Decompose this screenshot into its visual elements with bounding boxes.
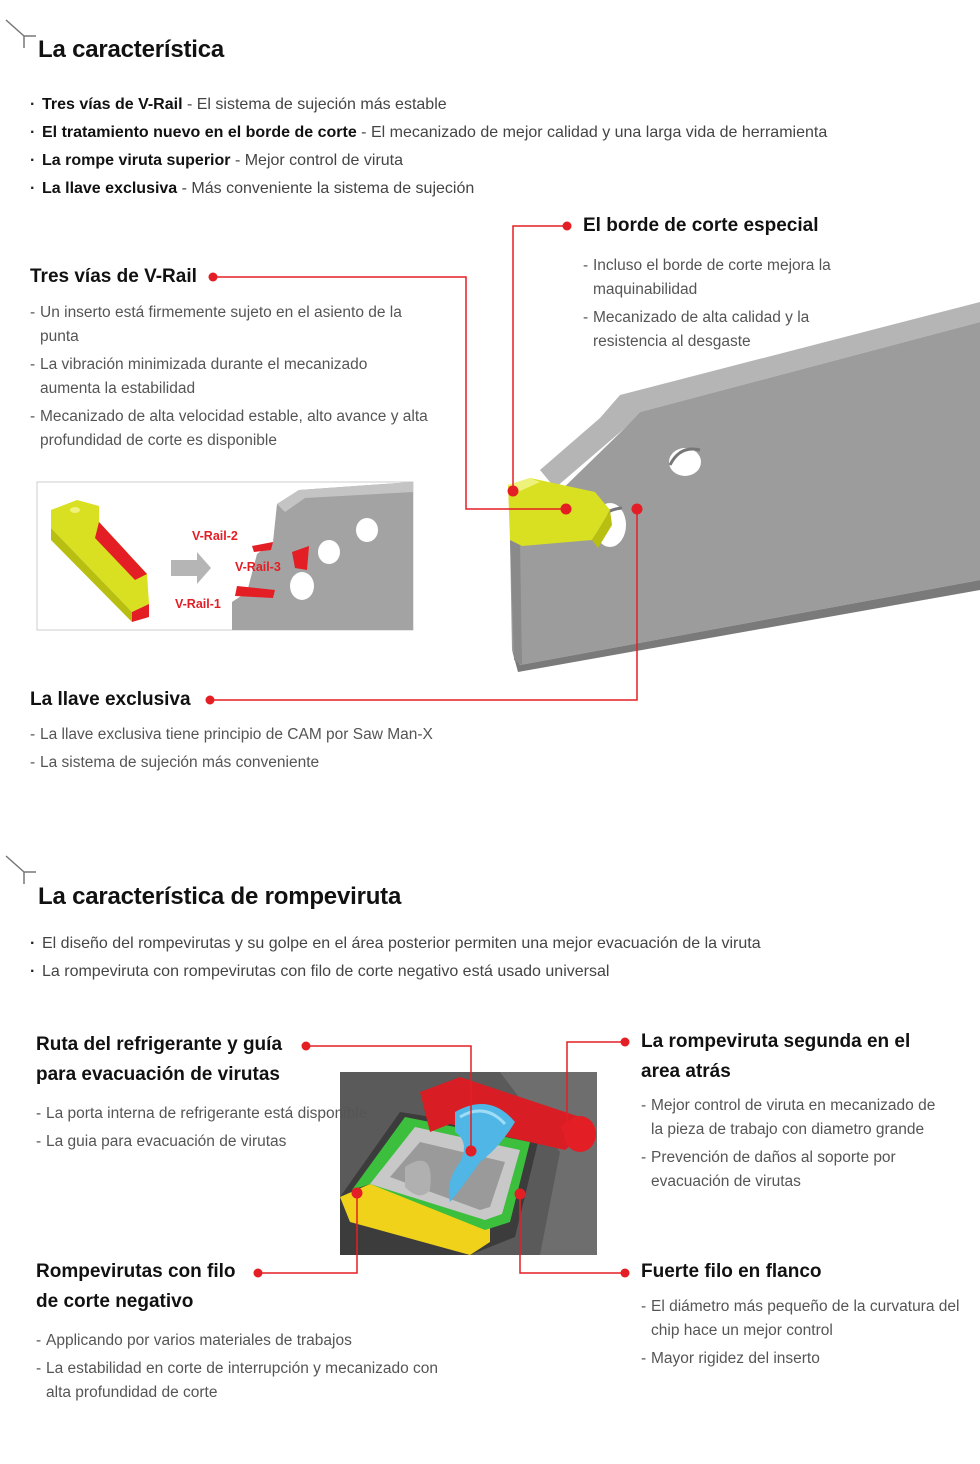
- list-item: · La rompeviruta con rompevirutas con filo de corte negativo está usado universal: [30, 958, 761, 986]
- list-item: - La porta interna de refrigerante está disponible: [36, 1102, 416, 1126]
- feature-title-vrail: Tres vías de V-Rail: [30, 266, 197, 287]
- list-item: · El diseño del rompevirutas y su golpe en el área posterior permiten una mejor evacuación de la viruta: [30, 930, 761, 958]
- v-rail-2-label: V-Rail-2: [192, 529, 238, 543]
- feature-list-flank: [641, 1295, 971, 1375]
- list-item: - La guia para evacuación de virutas: [36, 1130, 416, 1154]
- list-item: - Applicando por varios materiales de trabajos: [36, 1329, 456, 1353]
- feature-title-second: La rompeviruta segunda en el area atrás: [641, 1031, 911, 1082]
- list-item: - La llave exclusiva tiene principio de CAM por Saw Man-X: [30, 723, 530, 747]
- list-item: - Mayor rigidez del inserto: [641, 1347, 971, 1371]
- list-item: - El diámetro más pequeño de la curvatura del chip hace un mejor control: [641, 1295, 971, 1343]
- v-rail-1-label: V-Rail-1: [175, 597, 221, 611]
- list-item: - Un inserto está firmemente sujeto en el asiento de la punta: [30, 301, 430, 349]
- list-item: - Mecanizado de alta calidad y la resistencia al desgaste: [583, 306, 883, 354]
- feature-list-coolant: [36, 1102, 416, 1158]
- feature-title-edge: El borde de corte especial: [583, 215, 819, 236]
- feature-list-negative: [36, 1329, 456, 1409]
- list-item: - Mecanizado de alta velocidad estable, alto avance y alta profundidad de corte es disponible: [30, 405, 430, 453]
- list-item: · La rompe viruta superior - Mejor control de viruta: [30, 147, 827, 175]
- list-item: · El tratamiento nuevo en el borde de corte - El mecanizado de mejor calidad y una larga vida de herramienta: [30, 119, 827, 147]
- list-item: - Incluso el borde de corte mejora la maquinabilidad: [583, 254, 883, 302]
- list-item: - Mejor control de viruta en mecanizado de la pieza de trabajo con diametro grande: [641, 1094, 951, 1142]
- list-item: - Prevención de daños al soporte por evacuación de virutas: [641, 1146, 951, 1194]
- list-item: · Tres vías de V-Rail - El sistema de sujeción más estable: [30, 91, 827, 119]
- feature-list-second: [641, 1094, 951, 1198]
- feature-title-flank: Fuerte filo en flanco: [641, 1261, 822, 1282]
- list-item: · La llave exclusiva - Más conveniente la sistema de sujeción: [30, 175, 827, 203]
- section-title: La característica: [38, 36, 225, 63]
- feature-title-coolant: Ruta del refrigerante y guía para evacuación de virutas: [36, 1034, 283, 1085]
- feature-title-key: La llave exclusiva: [30, 689, 191, 710]
- section-title: La característica de rompeviruta: [38, 883, 402, 910]
- list-item: - La vibración minimizada durante el mecanizado aumenta la estabilidad: [30, 353, 430, 401]
- list-item: - La estabilidad en corte de interrupción y mecanizado con alta profundidad de corte: [36, 1357, 456, 1405]
- list-item: - La sistema de sujeción más conveniente: [30, 751, 530, 775]
- feature-title-negative: Rompevirutas con filo de corte negativo: [36, 1261, 236, 1312]
- v-rail-3-label: V-Rail-3: [235, 560, 281, 574]
